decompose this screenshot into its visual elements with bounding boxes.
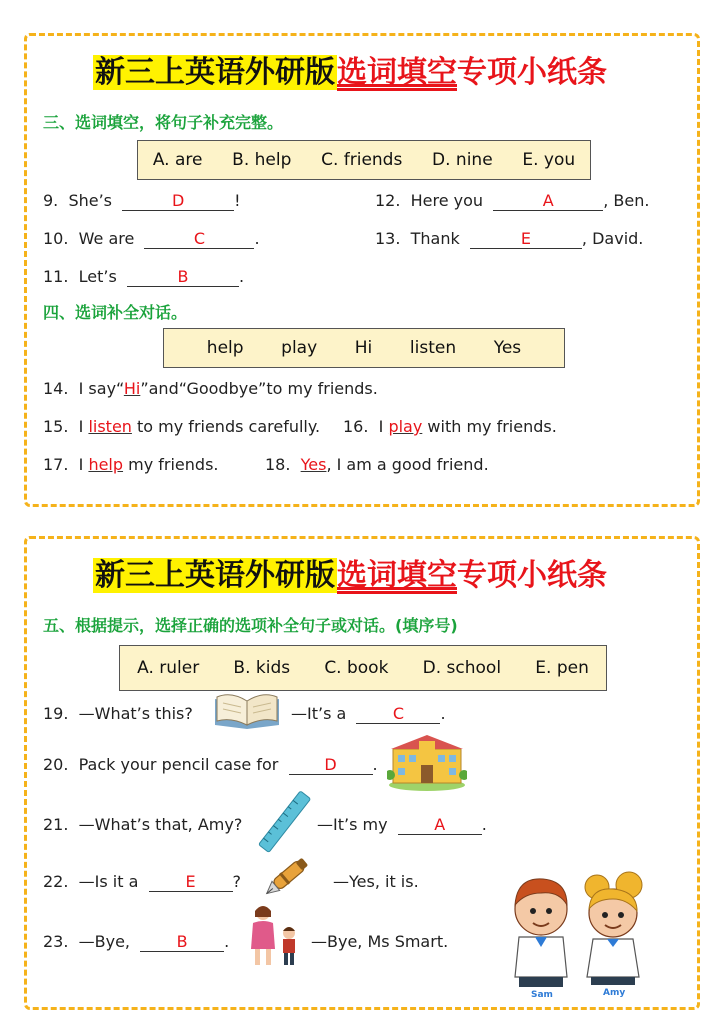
word-bank-5 [119,645,607,691]
question-text: She’s [68,191,112,210]
question-text: I [78,417,84,436]
title-red-text: 专项小纸条 [457,558,607,593]
question-text-end: , David. [581,229,644,248]
option-a: A. are [152,150,203,170]
question-number: 16. [343,417,369,436]
answer-blank[interactable]: C [356,705,440,724]
school-building-icon [387,731,467,791]
question-number: 13. [375,229,401,248]
question-number: 21. [43,815,69,834]
option-e: E. pen [535,658,589,678]
reply-text: —It’s a [291,704,347,723]
card2-title [93,553,607,599]
question-13 [375,229,643,249]
question-text: Pack your pencil case for [78,755,279,774]
question-number: 14. [43,379,69,398]
question-22-reply: —Yes, it is. [333,872,419,891]
question-21-reply [317,815,487,835]
question-text: We are [78,229,135,248]
title-red-text: 专项小纸条 [457,55,607,90]
question-text-end: ! [234,191,241,210]
question-22 [43,872,241,892]
option-a: A. ruler [137,658,200,678]
question-number: 9. [43,191,59,210]
answer-blank[interactable]: A [398,816,482,835]
question-text-end: with my friends. [427,417,557,436]
question-text-end: . [254,229,260,248]
question-text: I [78,455,84,474]
title-underlined-text: 选词填空 [337,558,457,593]
question-text-end: ? [232,872,242,891]
answer-word[interactable]: help [88,455,124,474]
question-text: —Is it a [78,872,139,891]
reply-text: —It’s my [317,815,388,834]
question-text-end: ”and“Goodbye”to my friends. [140,379,378,398]
section-4-heading: 四、选词补全对话。 [43,303,188,322]
title-underlined-text: 选词填空 [337,55,457,90]
question-18 [265,455,489,474]
question-23-reply: —Bye, Ms Smart. [311,932,449,951]
teacher-and-kid-icon [241,903,305,969]
question-text: —What’s that, Amy? [78,815,243,834]
word-bank-3 [137,140,591,180]
question-text-end: . [238,267,245,286]
answer-blank[interactable]: A [493,192,603,211]
question-19 [43,704,193,723]
question-text: I [378,417,384,436]
word-help: help [206,338,244,358]
question-text-end: . [224,932,230,951]
title-highlight-text: 新三上英语外研版 [95,558,335,593]
question-21 [43,815,242,834]
section-5-heading: 五、根据提示，选择正确的选项补全句子或对话。(填序号) [43,616,458,635]
fountain-pen-icon [259,851,317,903]
answer-word[interactable]: Yes [300,455,327,474]
question-text: I say“ [78,379,124,398]
answer-blank[interactable]: C [144,230,254,249]
question-number: 19. [43,704,69,723]
question-number: 10. [43,229,69,248]
option-c: C. book [324,658,389,678]
answer-blank[interactable]: E [149,873,233,892]
question-10 [43,229,260,249]
sam-and-amy-illustration [501,865,661,1001]
question-number: 11. [43,267,69,286]
answer-word[interactable]: Hi [123,379,141,398]
question-text-end: my friends. [128,455,219,474]
question-number: 20. [43,755,69,774]
word-bank-4 [163,328,565,368]
question-text: Here you [410,191,484,210]
question-19-reply [291,704,446,724]
question-text-end: to my friends carefully. [137,417,321,436]
word-play: play [281,338,318,358]
question-23 [43,932,229,952]
answer-word[interactable]: play [388,417,423,436]
book-icon [211,689,283,731]
answer-blank[interactable]: E [470,230,582,249]
question-text: —What’s this? [78,704,193,723]
word-hi: Hi [354,338,373,358]
question-number: 18. [265,455,291,474]
worksheet-card-1 [24,33,700,507]
question-9 [43,191,241,211]
question-text-end: , Ben. [603,191,650,210]
question-text-end: , I am a good friend. [326,455,489,474]
ruler-icon [255,791,315,853]
reply-text-end: . [440,704,446,723]
sam-label: Sam [531,990,553,1000]
question-14 [43,379,378,398]
question-text: Thank [410,229,460,248]
option-b: B. help [232,150,292,170]
question-number: 22. [43,872,69,891]
question-text-end: . [372,755,378,774]
answer-blank[interactable]: D [122,192,234,211]
question-number: 17. [43,455,69,474]
section-3-heading: 三、选词填空，将句子补充完整。 [43,113,284,132]
question-16 [343,417,557,436]
answer-word[interactable]: listen [88,417,132,436]
question-number: 15. [43,417,69,436]
answer-blank[interactable]: D [289,756,373,775]
answer-blank[interactable]: B [127,268,239,287]
word-listen: listen [409,338,457,358]
question-15 [43,417,320,436]
question-11 [43,267,244,287]
question-12 [375,191,649,211]
amy-label: Amy [603,988,626,998]
question-number: 12. [375,191,401,210]
option-d: D. school [422,658,502,678]
question-text: Let’s [78,267,117,286]
word-yes: Yes [493,338,522,358]
answer-blank[interactable]: B [140,933,224,952]
question-20 [43,755,378,775]
question-number: 23. [43,932,69,951]
question-17 [43,455,218,474]
option-c: C. friends [321,150,403,170]
option-e: E. you [522,150,576,170]
title-highlight-text: 新三上英语外研版 [95,55,335,90]
question-text: —Bye, [78,932,130,951]
card1-title [93,50,607,96]
option-d: D. nine [432,150,493,170]
worksheet-card-2 [24,536,700,1010]
reply-text-end: . [481,815,487,834]
option-b: B. kids [233,658,291,678]
